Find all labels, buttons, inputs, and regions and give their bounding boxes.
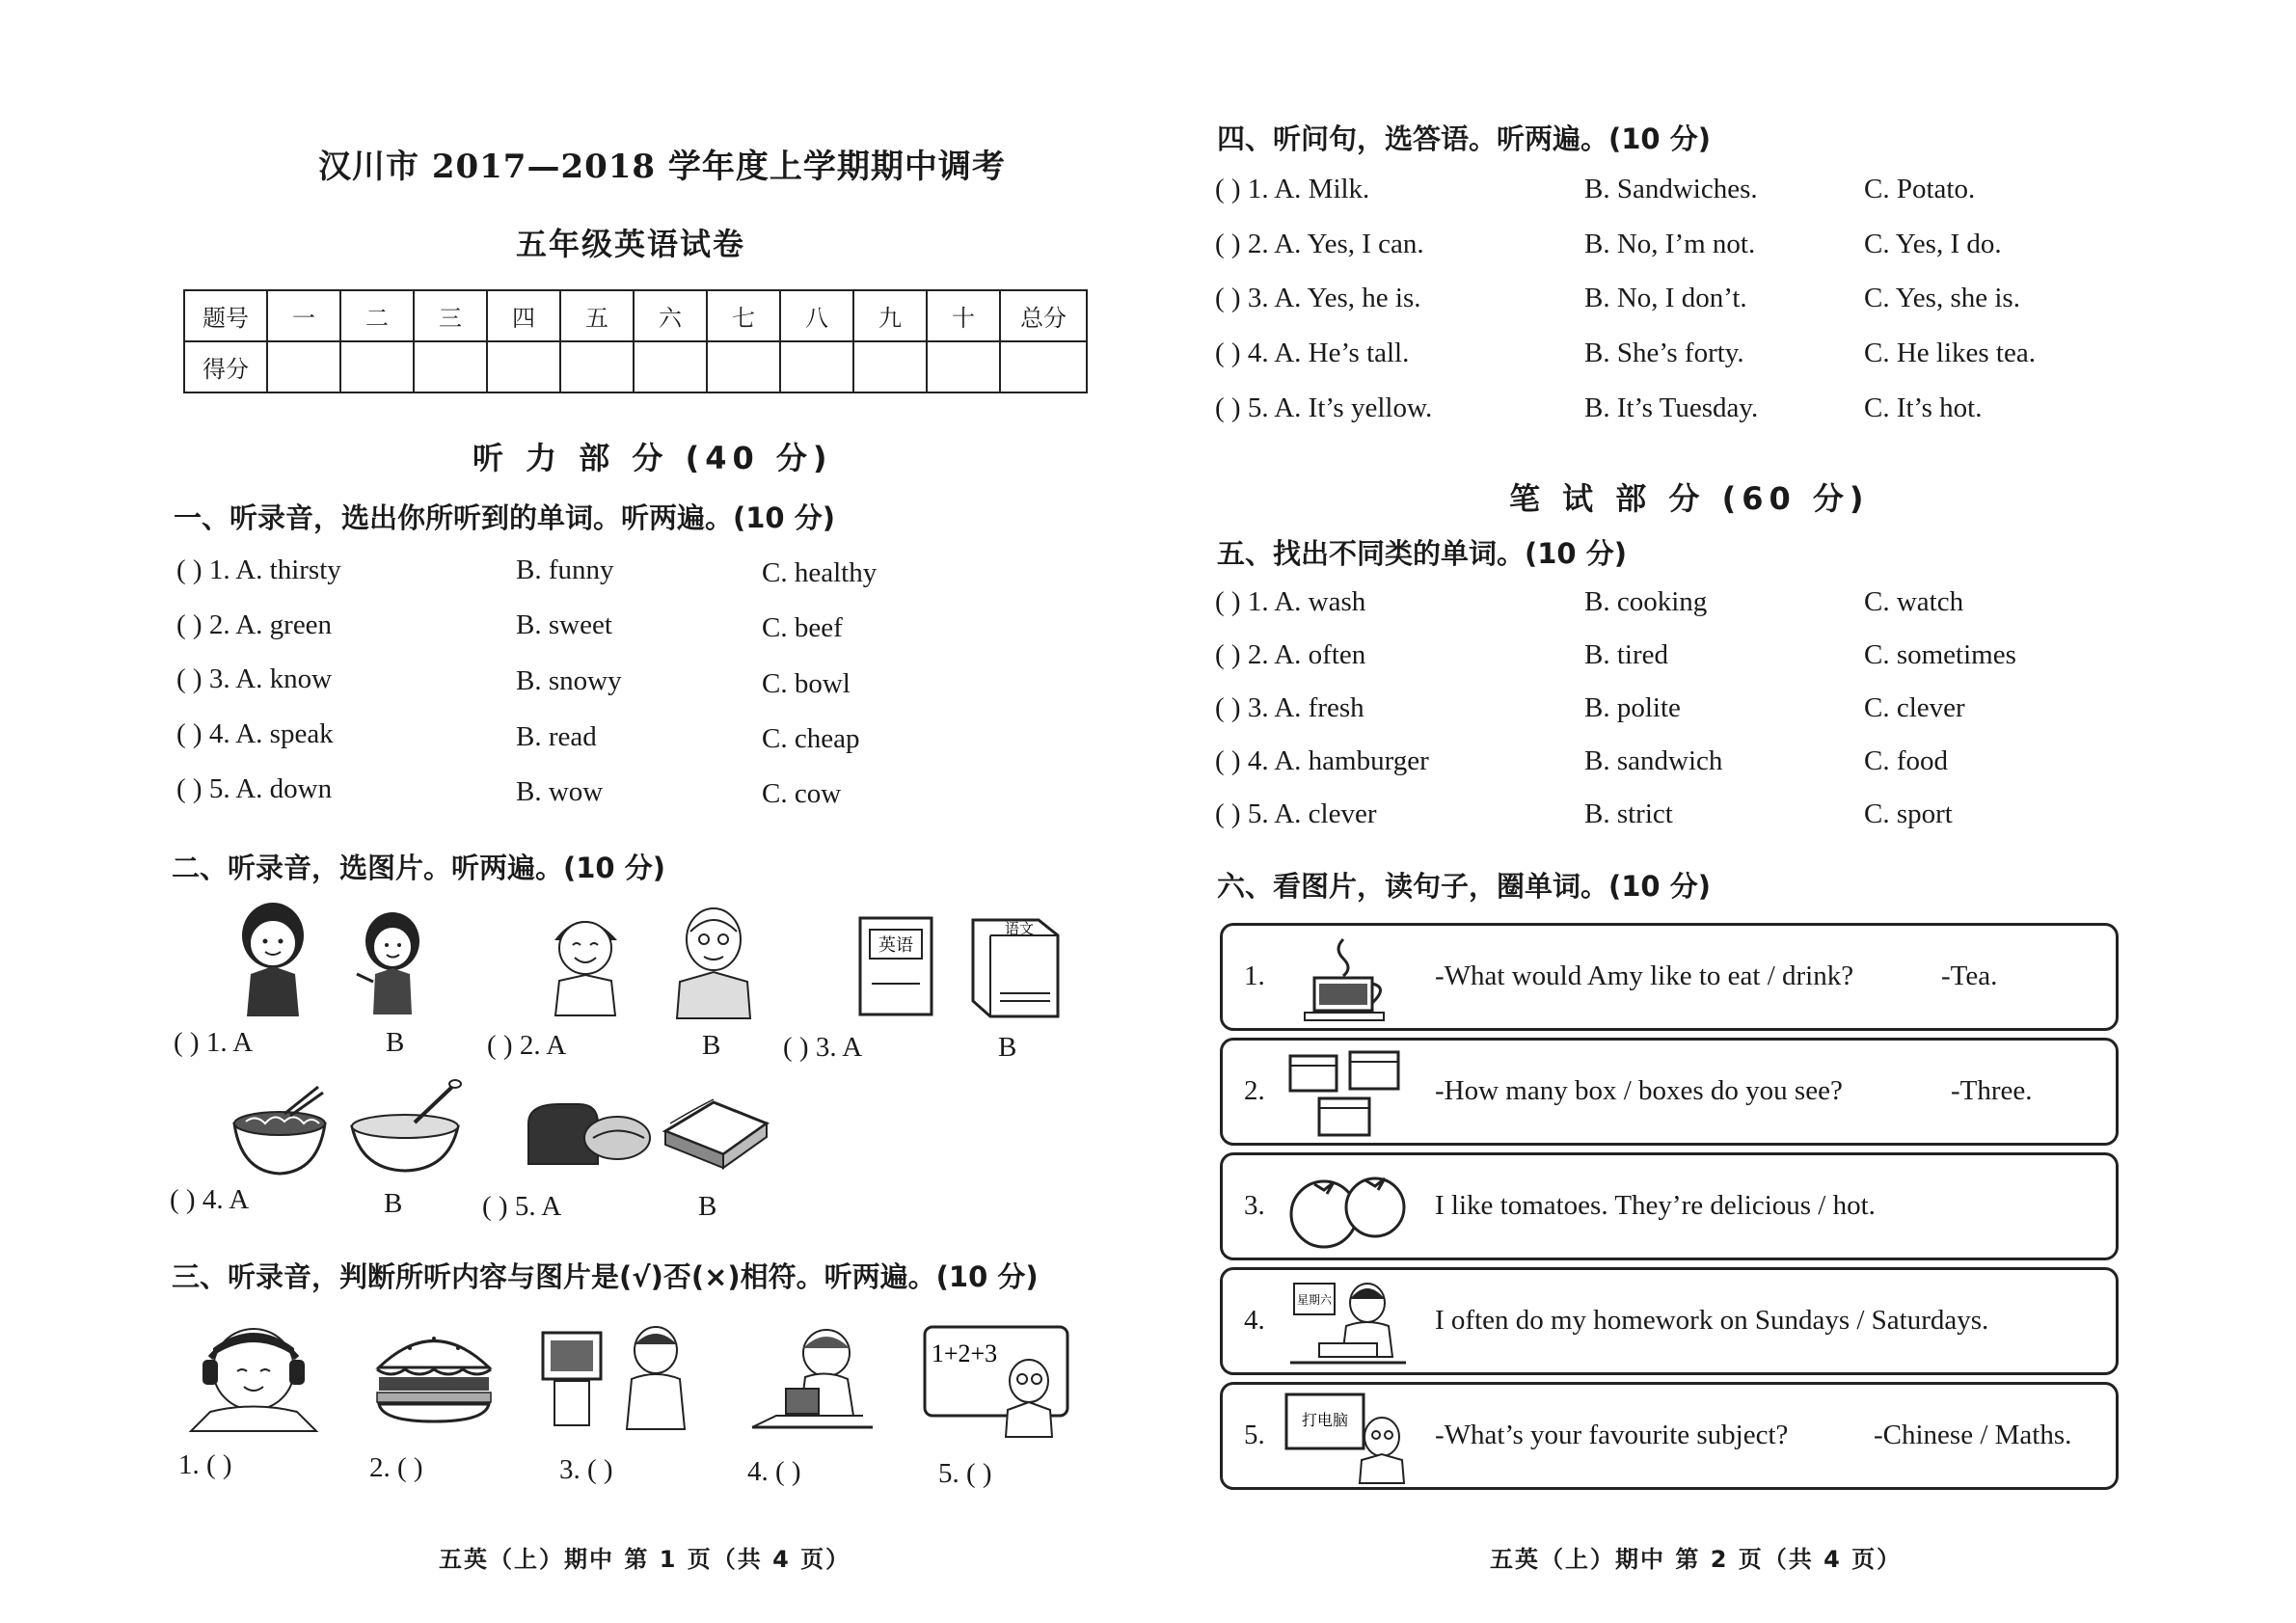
computer-class-icon: [1281, 1391, 1416, 1485]
score-cell: 五: [560, 290, 634, 341]
pic-choice-label[interactable]: ( ) 3. A: [783, 1032, 863, 1063]
picture-question-box: [1220, 923, 2119, 1031]
score-cell: 总分: [1000, 290, 1087, 341]
question-number[interactable]: ( ) 2. A. Yes, I can.: [1215, 229, 1424, 259]
tea-cup-icon: [1281, 932, 1416, 1026]
pic-choice-label[interactable]: ( ) 4. A: [170, 1184, 250, 1215]
picture-question-box: [1220, 1267, 2119, 1375]
option-c: C. Yes, she is.: [1864, 283, 2020, 313]
girl-b-picture: [352, 906, 429, 1017]
score-table-score-row: [184, 341, 1087, 392]
question-number[interactable]: ( ) 5. A. down: [176, 773, 333, 804]
girl-a-picture: [230, 897, 316, 1017]
sentence-text[interactable]: -How many box / boxes do you see?: [1435, 1075, 1843, 1106]
option-c: C. bowl: [762, 668, 851, 699]
board-label: 1+2+3: [931, 1339, 998, 1367]
box-number: 1.: [1244, 960, 1265, 991]
pic-choice-label: B: [386, 1027, 405, 1058]
exam-subtitle: 五年级英语试卷: [516, 226, 746, 262]
option-c: C. sometimes: [1864, 639, 2016, 670]
score-cell: 三: [414, 290, 487, 341]
option-c: C. watch: [1864, 586, 1964, 617]
score-cell: 十: [927, 290, 1000, 341]
section-3-heading: 三、听录音，判断所听内容与图片是(√)否(×)相符。听两遍。(10 分): [172, 1260, 1039, 1293]
option-b: B. Sandwiches.: [1584, 174, 1758, 204]
chinese-book-picture: [969, 916, 1061, 1022]
question-number[interactable]: ( ) 1. A. wash: [1215, 586, 1366, 617]
picture-question-box: [1220, 1152, 2119, 1260]
box-number: 2.: [1244, 1075, 1265, 1106]
box-number: 3.: [1244, 1190, 1265, 1221]
english-book-picture: [858, 916, 935, 1017]
score-input-cell[interactable]: [707, 341, 780, 392]
option-c: C. clever: [1864, 692, 1965, 723]
answer-text[interactable]: -Chinese / Maths.: [1874, 1420, 2072, 1450]
option-c: C. It’s hot.: [1864, 392, 1983, 423]
board-label: 打电脑: [1301, 1411, 1349, 1429]
option-b: B. sweet: [516, 609, 612, 640]
score-cell: 二: [340, 290, 414, 341]
question-number[interactable]: ( ) 2. A. often: [1215, 639, 1366, 670]
box-number: 5.: [1244, 1420, 1265, 1450]
page-footer: 五英（上）期中 第 1 页（共 4 页）: [439, 1546, 851, 1573]
judge-label[interactable]: 1. ( ): [178, 1449, 232, 1480]
book-a-label: 英语: [878, 935, 913, 956]
score-cell: 六: [634, 290, 707, 341]
judge-label[interactable]: 5. ( ): [938, 1458, 992, 1489]
question-number[interactable]: ( ) 3. A. know: [176, 663, 333, 694]
score-input-cell[interactable]: [927, 341, 1000, 392]
pic-choice-label[interactable]: ( ) 2. A: [487, 1030, 567, 1061]
sentence-text[interactable]: -What would Amy like to eat / drink?: [1435, 960, 1854, 991]
question-number[interactable]: ( ) 1. A. Milk.: [1215, 174, 1370, 204]
score-input-cell[interactable]: [780, 341, 853, 392]
box-number: 4.: [1244, 1305, 1265, 1336]
option-c: C. Yes, I do.: [1864, 229, 2002, 259]
noodles-picture: [227, 1085, 333, 1177]
judge-label[interactable]: 3. ( ): [559, 1454, 613, 1485]
option-b: B. It’s Tuesday.: [1584, 392, 1759, 423]
question-number[interactable]: ( ) 3. A. Yes, he is.: [1215, 283, 1421, 313]
question-number[interactable]: ( ) 4. A. hamburger: [1215, 745, 1429, 776]
bread-picture: [521, 1095, 656, 1172]
section-5-heading: 五、找出不同类的单词。(10 分): [1217, 537, 1627, 570]
pic-choice-label: B: [702, 1030, 721, 1061]
score-row-label: 得分: [184, 341, 267, 392]
score-table-header-row: [184, 290, 1087, 341]
option-b: B. wow: [516, 776, 604, 807]
girl-reading-picture: [747, 1319, 878, 1435]
option-b: B. strict: [1584, 798, 1673, 829]
question-number[interactable]: ( ) 1. A. thirsty: [176, 555, 341, 585]
option-c: C. food: [1864, 745, 1948, 776]
score-input-cell[interactable]: [634, 341, 707, 392]
boy-computer-picture: [535, 1321, 709, 1432]
exam-title: 汉川市 2017—2018 学年度上学期期中调考: [318, 148, 1006, 186]
sentence-text[interactable]: I like tomatoes. They’re delicious / hot.: [1435, 1190, 1876, 1221]
score-input-cell[interactable]: [1000, 341, 1087, 392]
picture-question-box: [1220, 1038, 2119, 1146]
option-b: B. sandwich: [1584, 745, 1723, 776]
tomatoes-icon: [1281, 1161, 1416, 1256]
section-1-heading: 一、听录音，选出你所听到的单词。听两遍。(10 分): [174, 501, 835, 534]
judge-label[interactable]: 4. ( ): [747, 1456, 801, 1487]
score-cell: 一: [267, 290, 340, 341]
question-number[interactable]: ( ) 3. A. fresh: [1215, 692, 1364, 723]
page-footer: 五英（上）期中 第 2 页（共 4 页）: [1490, 1546, 1903, 1573]
pic-choice-label: B: [698, 1191, 717, 1222]
score-cell: 七: [707, 290, 780, 341]
score-cell: 九: [853, 290, 927, 341]
pic-choice-label[interactable]: ( ) 1. A: [174, 1027, 254, 1058]
score-input-cell[interactable]: [414, 341, 487, 392]
score-input-cell[interactable]: [340, 341, 414, 392]
picture-question-box: [1220, 1382, 2119, 1490]
score-input-cell[interactable]: [853, 341, 927, 392]
homework-boy-icon: [1281, 1276, 1416, 1370]
porridge-bowl-picture: [347, 1078, 463, 1175]
question-number[interactable]: ( ) 5. A. clever: [1215, 798, 1377, 829]
girl-headphones-picture: [181, 1310, 326, 1435]
question-number[interactable]: ( ) 4. A. He’s tall.: [1215, 338, 1410, 368]
option-b: B. She’s forty.: [1584, 338, 1744, 368]
score-cell: 八: [780, 290, 853, 341]
maths-board-picture: [921, 1323, 1075, 1439]
option-b: B. read: [516, 721, 597, 752]
calendar-label: 星期六: [1296, 1293, 1333, 1307]
section-2-heading: 二、听录音，选图片。听两遍。(10 分): [172, 852, 665, 884]
option-b: B. polite: [1584, 692, 1681, 723]
question-number[interactable]: ( ) 5. A. It’s yellow.: [1215, 392, 1433, 423]
grandpa-b-picture: [665, 899, 762, 1019]
option-c: C. cheap: [762, 723, 860, 754]
score-input-cell[interactable]: [267, 341, 340, 392]
question-number[interactable]: ( ) 2. A. green: [176, 609, 333, 640]
score-cell: 题号: [184, 290, 267, 341]
option-c: C. sport: [1864, 798, 1953, 829]
answer-text: -Three.: [1951, 1075, 2033, 1106]
option-b: B. No, I’m not.: [1584, 229, 1756, 259]
score-table: [183, 289, 1088, 393]
option-b: B. tired: [1584, 639, 1668, 670]
option-b: B. funny: [516, 555, 614, 585]
score-cell: 四: [487, 290, 560, 341]
score-input-cell[interactable]: [560, 341, 634, 392]
question-number[interactable]: ( ) 4. A. speak: [176, 718, 334, 749]
listening-part-heading: 听 力 部 分 (40 分): [473, 440, 833, 476]
option-b: B. No, I don’t.: [1584, 283, 1747, 313]
pic-choice-label[interactable]: ( ) 5. A: [482, 1191, 562, 1222]
option-c: C. Potato.: [1864, 174, 1976, 204]
judge-label[interactable]: 2. ( ): [369, 1452, 423, 1483]
score-input-cell[interactable]: [487, 341, 560, 392]
section-4-heading: 四、听问句，选答语。听两遍。(10 分): [1217, 122, 1711, 155]
book-b-label: 语文: [1004, 920, 1035, 937]
pic-choice-label: B: [384, 1188, 403, 1219]
option-b: B. cooking: [1584, 586, 1708, 617]
writing-part-heading: 笔 试 部 分 (60 分): [1509, 480, 1870, 517]
option-c: C. healthy: [762, 557, 878, 588]
option-c: C. beef: [762, 612, 843, 643]
boy-a-picture: [540, 902, 632, 1017]
answer-text: -Tea.: [1941, 960, 1998, 991]
sentence-text[interactable]: I often do my homework on Sundays / Saturdays.: [1435, 1305, 1989, 1336]
three-boxes-icon: [1281, 1046, 1416, 1141]
option-c: C. cow: [762, 778, 842, 809]
option-c: C. He likes tea.: [1864, 338, 2036, 368]
hamburger-picture: [371, 1319, 497, 1425]
section-6-heading: 六、看图片，读句子，圈单词。(10 分): [1217, 870, 1711, 903]
sentence-text[interactable]: -What’s your favourite subject?: [1435, 1420, 1789, 1450]
pic-choice-label: B: [998, 1032, 1017, 1063]
option-b: B. snowy: [516, 665, 622, 696]
sandwich-picture: [656, 1085, 771, 1172]
